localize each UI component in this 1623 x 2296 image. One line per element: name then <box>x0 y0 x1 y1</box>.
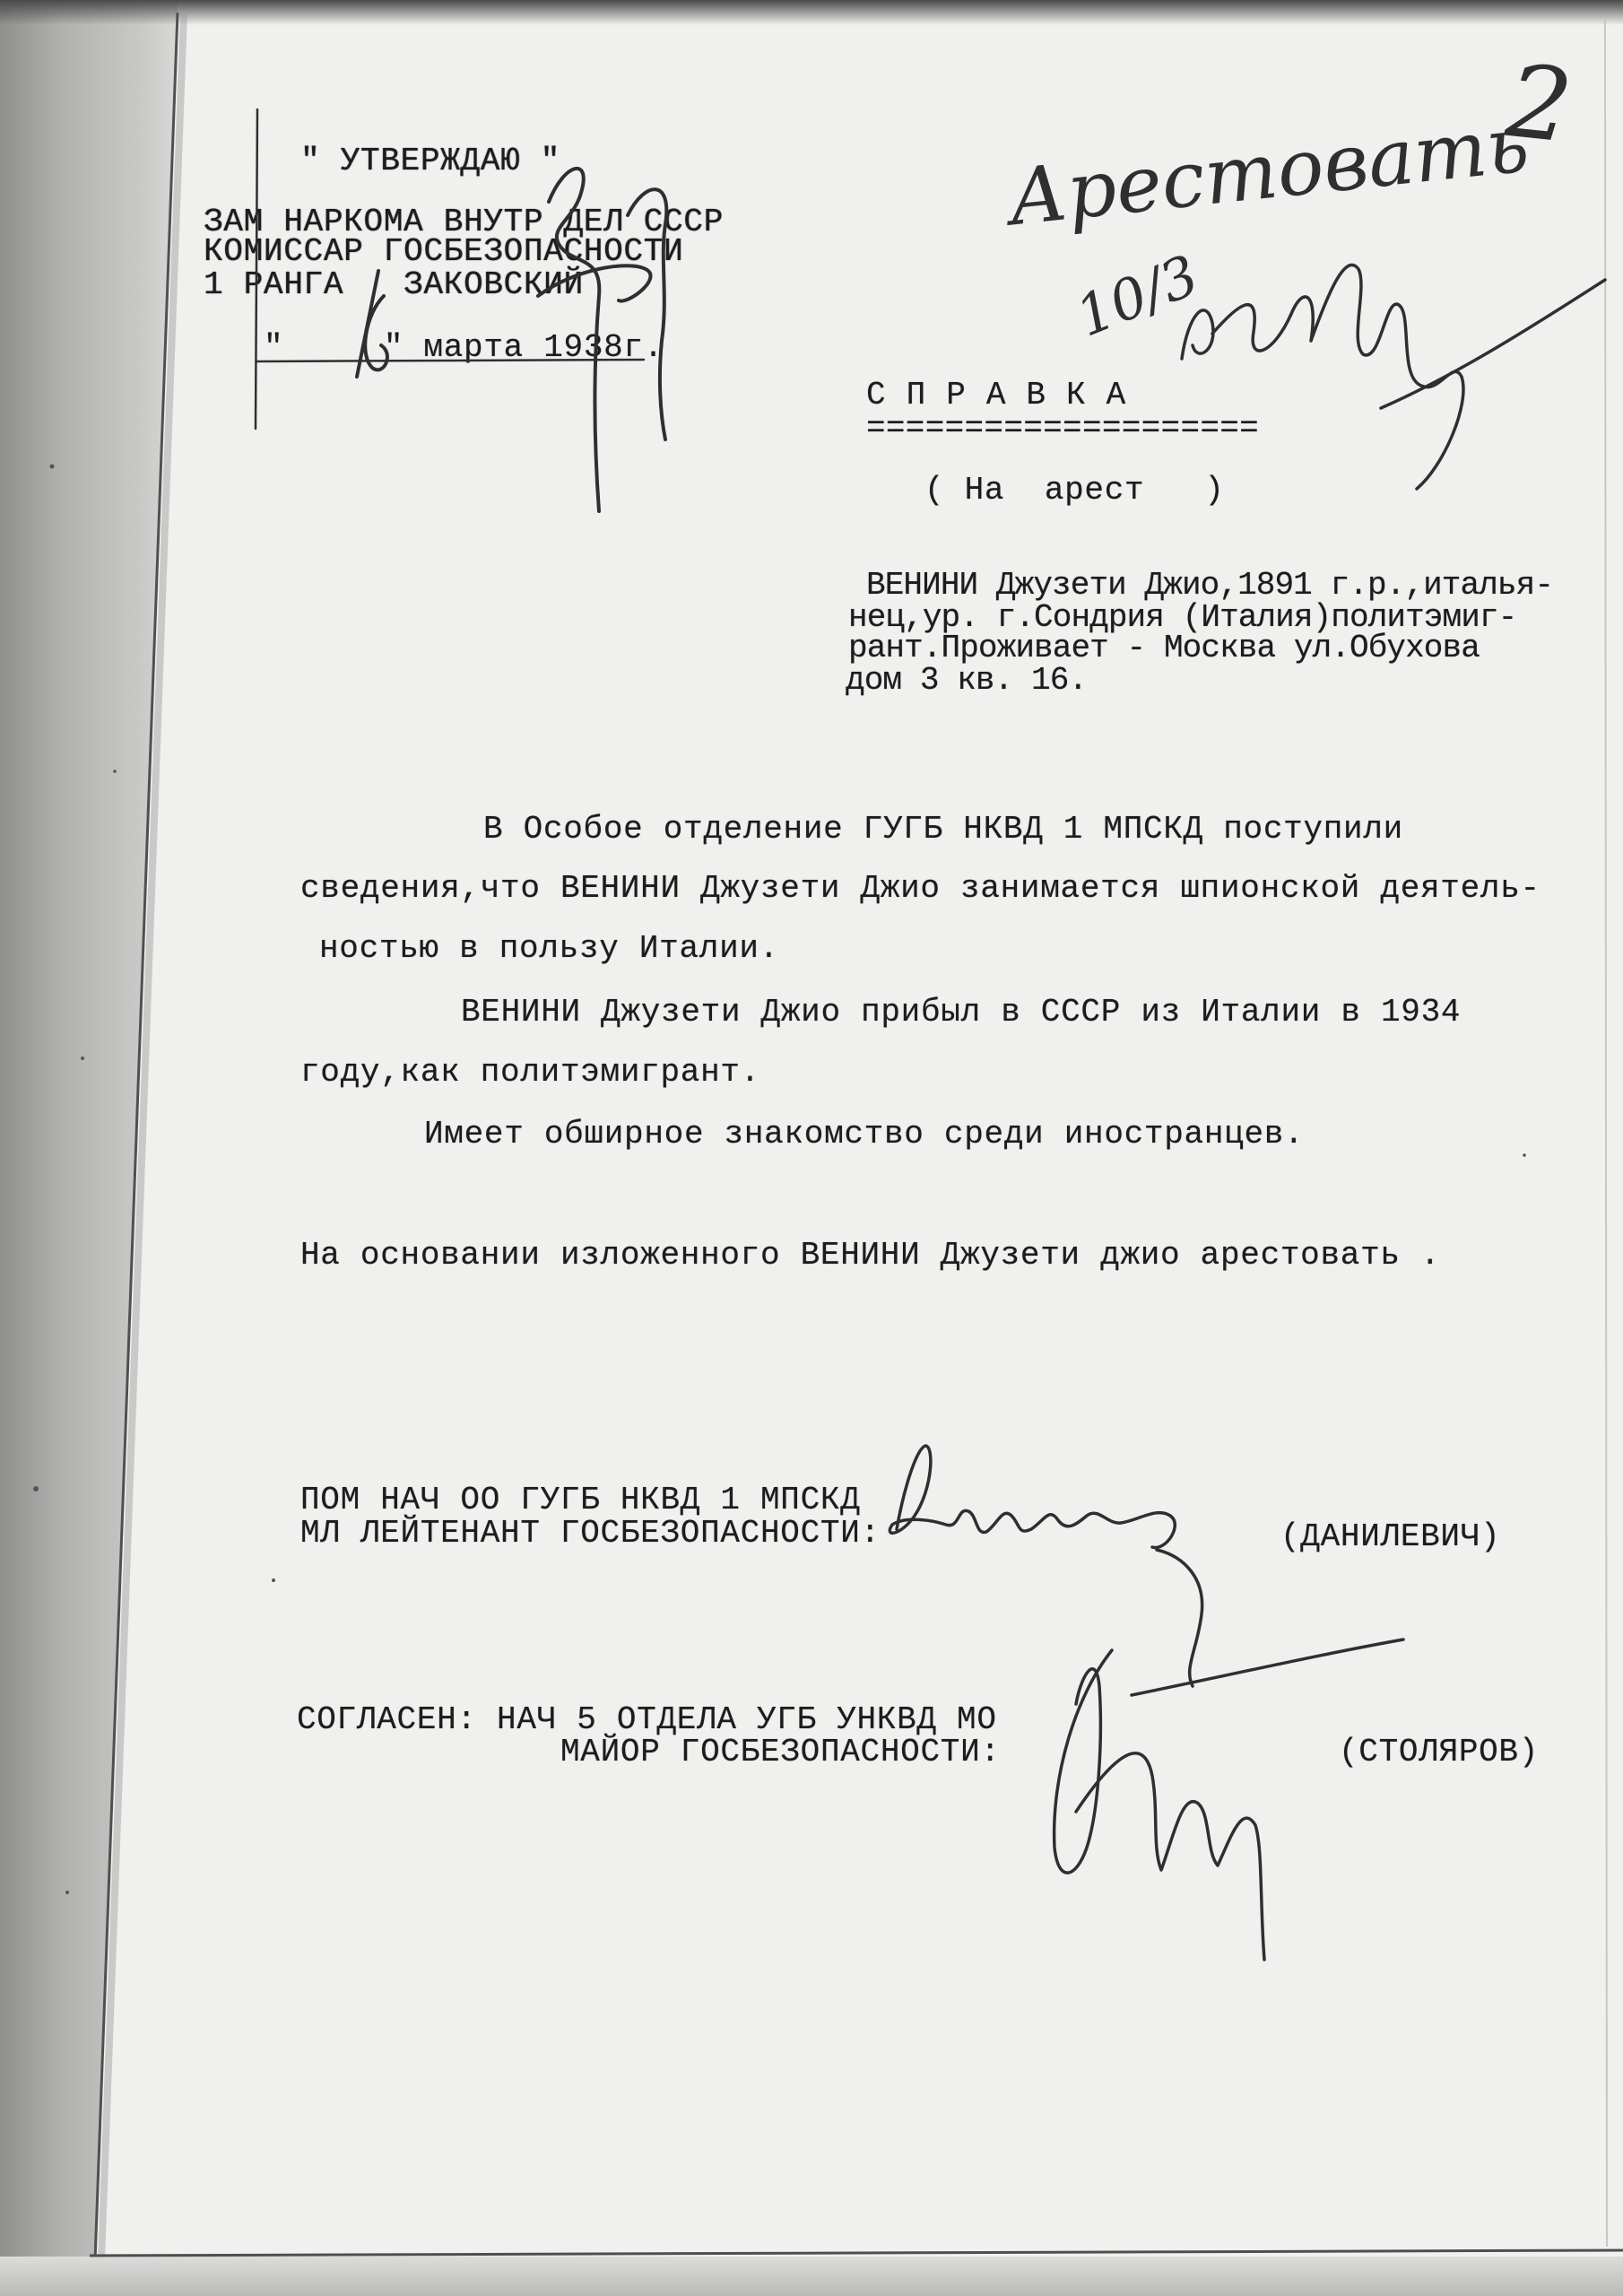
scan-speck <box>50 465 55 469</box>
scan-speck <box>113 770 117 773</box>
scan-speck <box>272 1578 275 1582</box>
subject-line: дом 3 кв. 16. <box>846 662 1088 699</box>
subject-line: рант.Проживает - Москва ул.Обухова <box>848 630 1480 666</box>
conclusion-line: На основании изложенного ВЕНИНИ Джузети джио арестовать . <box>300 1237 1441 1274</box>
approval-position-line: ЗАМ НАРКОМА ВНУТР ДЕЛ СССР <box>204 204 724 240</box>
body-line: году,как политэмигрант. <box>300 1054 760 1091</box>
scan-speck <box>81 1057 84 1060</box>
title-underline: ==================== <box>866 410 1260 447</box>
scan-speck <box>33 1486 39 1492</box>
body-line: В Особое отделение ГУГБ НКВД 1 МПСКД поступили <box>483 811 1403 848</box>
body-line: Имеет обширное знакомство среди иностранцев. <box>424 1116 1305 1152</box>
body-line: ностью в пользу Италии. <box>319 930 779 967</box>
resolution-date: 10/3 <box>1067 241 1208 350</box>
body-line: сведения,что ВЕНИНИ Джузети Джио занимается шпионской деятель- <box>300 870 1541 907</box>
signatory-position: СОГЛАСЕН: НАЧ 5 ОТДЕЛА УГБ УНКВД МО <box>297 1701 997 1738</box>
approval-title: " УТВЕРЖДАЮ " <box>300 143 560 179</box>
signatory-name: (ДАНИЛЕВИЧ) <box>1280 1518 1501 1555</box>
subject-line: ВЕНИНИ Джузети Джио,1891 г.р.,италья- <box>866 567 1554 604</box>
document-title: С П Р А В К А <box>866 377 1126 413</box>
body-line: ВЕНИНИ Джузети Джио прибыл в СССР из Италии в 1934 <box>461 994 1462 1031</box>
scan-speck <box>1523 1153 1526 1157</box>
subject-line: нец,ур. г.Сондрия (Италия)политэмиг- <box>848 599 1517 636</box>
approval-name-line: 1 РАНГА ЗАКОВСКИЙ <box>204 266 584 303</box>
approval-rank-line: КОМИССАР ГОСБЕЗОПАСНОСТИ <box>204 233 684 270</box>
signatory-rank: МАЙОР ГОСБЕЗОПАСНОСТИ: <box>560 1734 1001 1770</box>
page-number: 2 <box>1501 43 1577 166</box>
scan-specks <box>33 465 1526 1895</box>
page-bottom-edge <box>90 2250 1623 2256</box>
page-right-edge <box>1605 20 1607 2247</box>
top-edge-shadow <box>0 0 1623 25</box>
signatory-position: ПОМ НАЧ ОО ГУГБ НКВД 1 МПСКД <box>300 1482 861 1518</box>
bottom-margin <box>0 2257 1623 2296</box>
approval-date: " " марта 1938г. <box>264 329 664 366</box>
document-subtitle: ( На арест ) <box>924 472 1225 509</box>
signatory-rank: МЛ ЛЕЙТЕНАНТ ГОСБЕЗОПАСНОСТИ: <box>300 1515 881 1552</box>
signatory-name: (СТОЛЯРОВ) <box>1339 1734 1540 1770</box>
scan-speck <box>65 1891 69 1894</box>
binding-margin <box>0 0 178 2296</box>
resolution-text: Арестовать <box>1004 100 1533 244</box>
